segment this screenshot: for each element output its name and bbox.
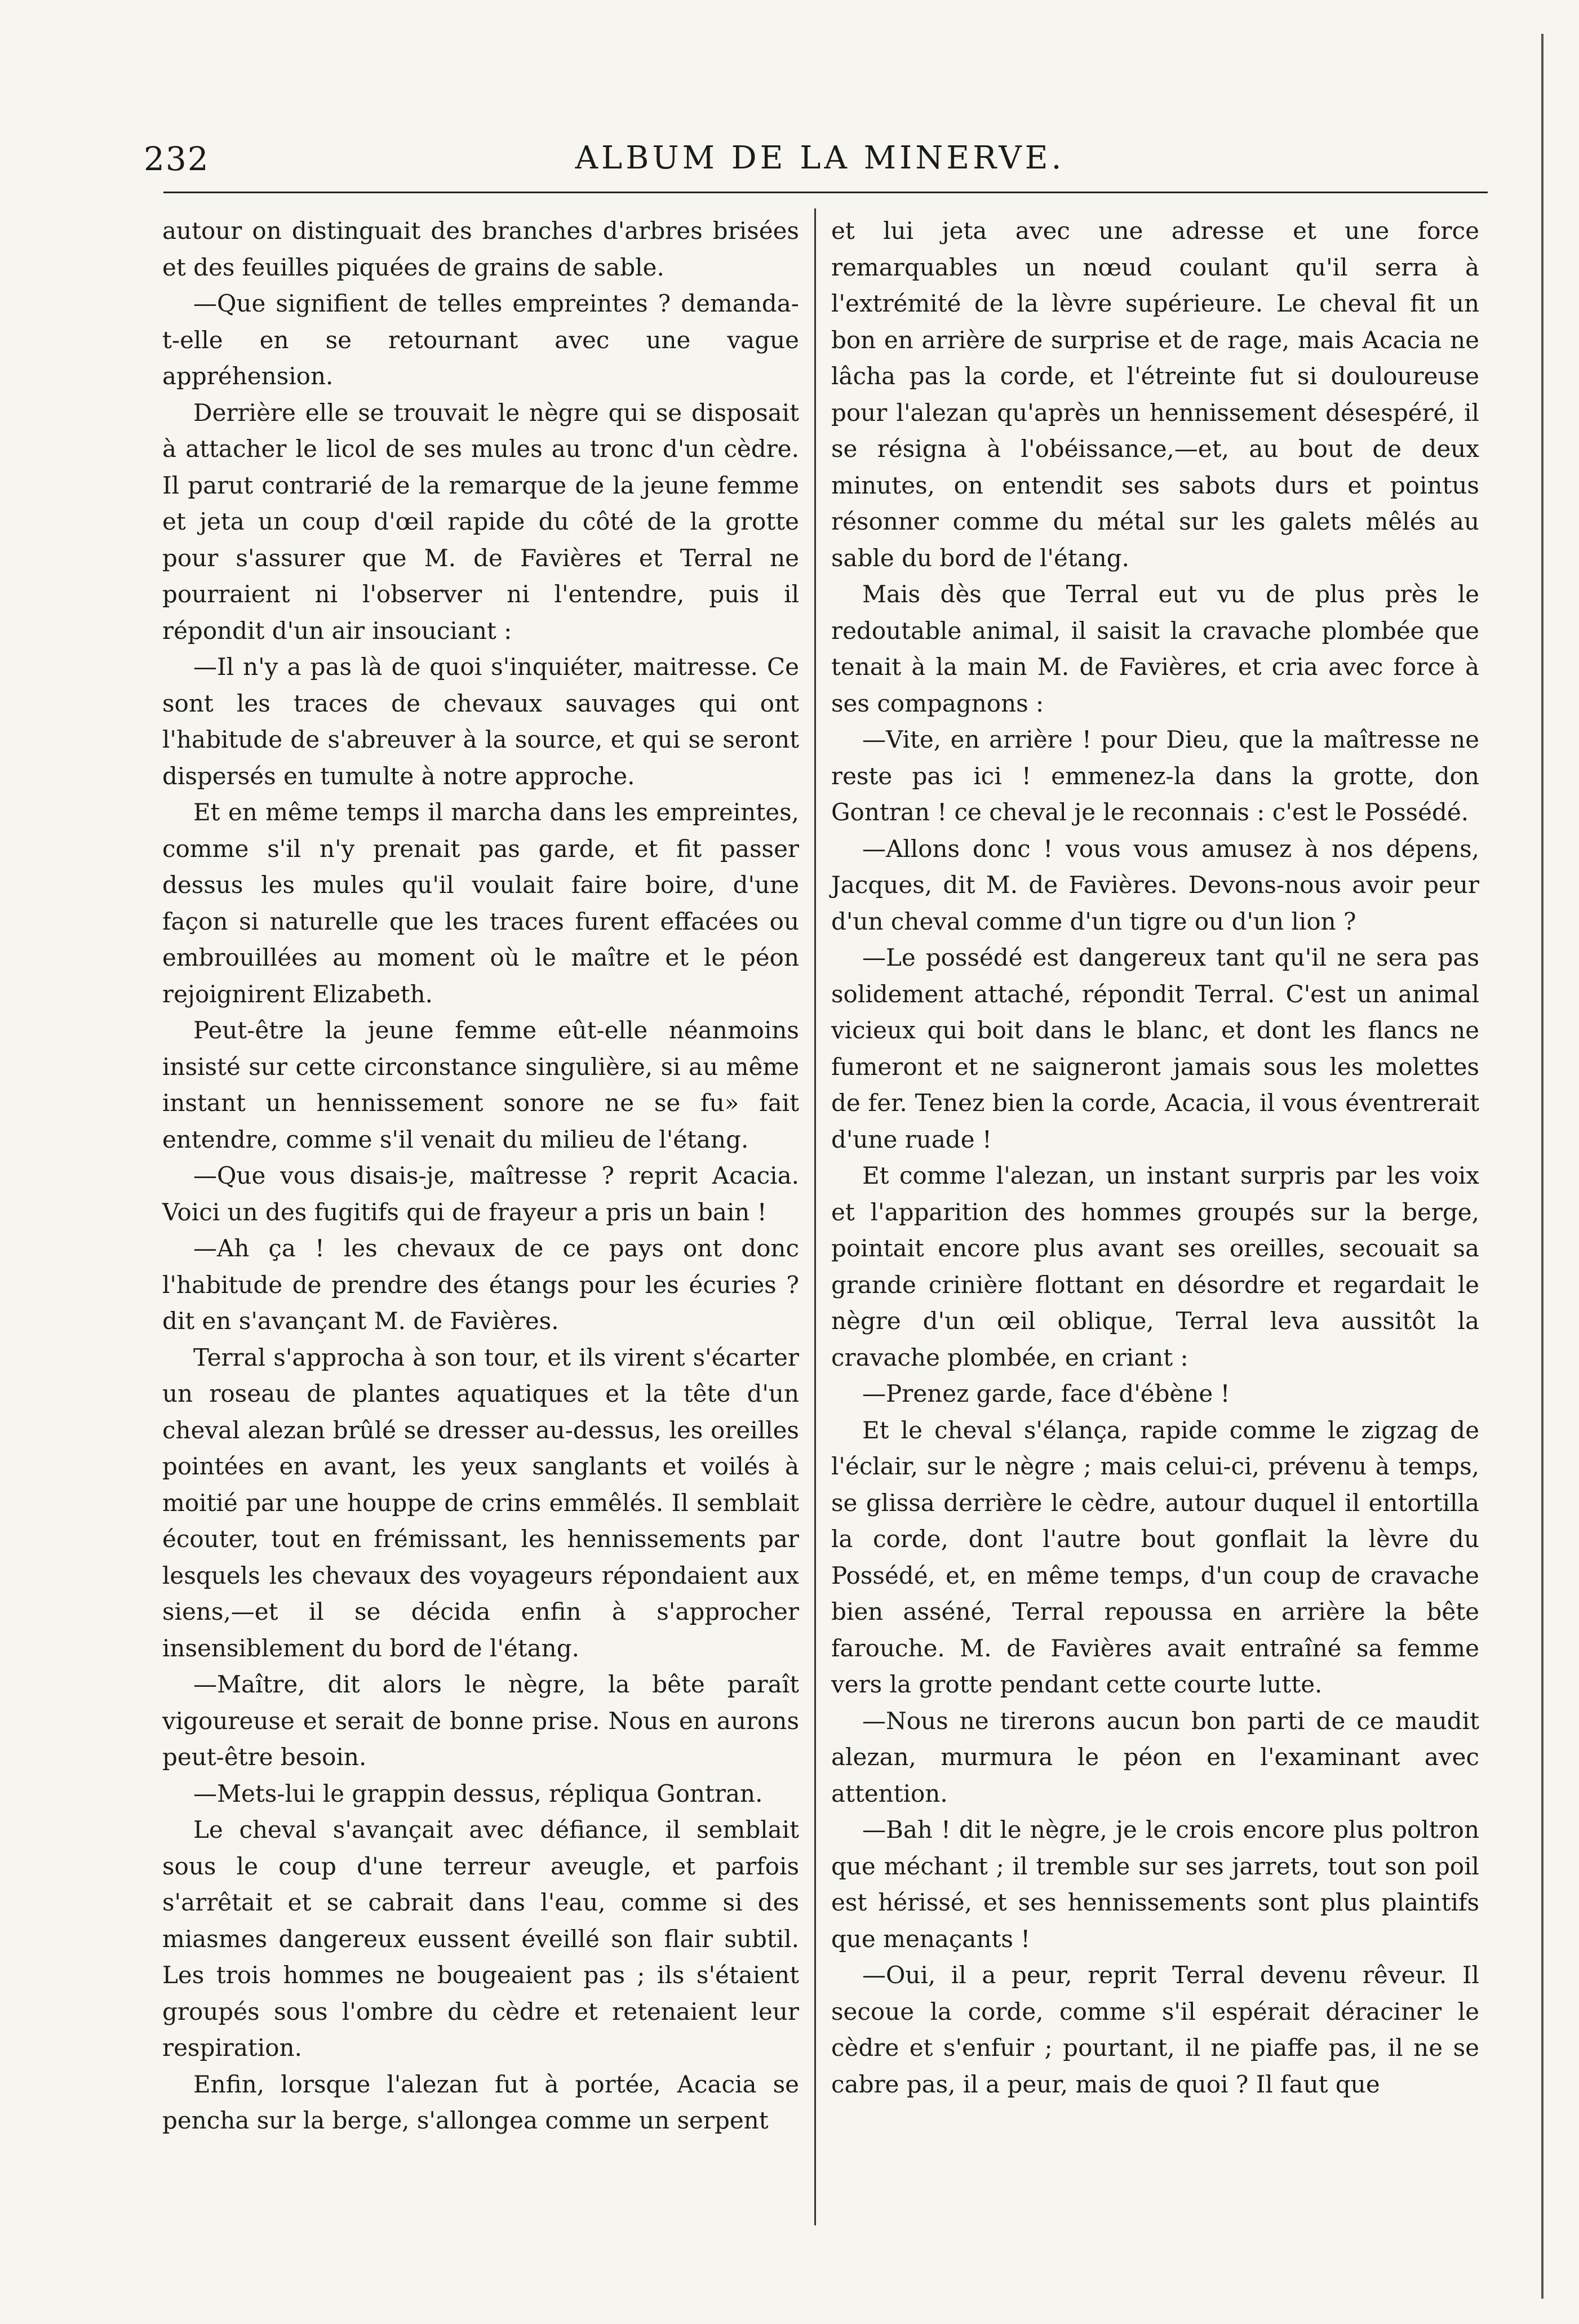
paragraph: —Il n'y a pas là de quoi s'inquiéter, maitresse. Ce sont les traces de chevaux sauvages qui ont l'habitude de s'abreuver à la source, et qui se seront dispersés en tumulte à notre approche. xyxy=(162,653,799,790)
paragraph: —Bah ! dit le nègre, je le crois encore plus poltron que méchant ; il tremble sur ses jarrets, tout son poil est hérissé, et ses hennissements sont plus plaintifs que menaçants ! xyxy=(831,1816,1479,1953)
running-header xyxy=(144,140,1496,185)
paragraph: Mais dès que Terral eut vu de plus près le redoutable animal, il saisit la cravache plombée que tenait à la main M. de Favières, et cria avec force à ses compagnons : xyxy=(831,580,1479,717)
paragraph: Derrière elle se trouvait le nègre qui se disposait à attacher le licol de ses mules au tronc d'un cèdre. Il parut contrarié de la remarque de la jeune femme et jeta un coup d'œil rapide du côté de la grotte pour s'assurer que M. de Favières et Terral ne pourraient ni l'observer ni l'entendre, puis il répondit d'un air insouciant : xyxy=(162,398,799,645)
paragraph: —Ah ça ! les chevaux de ce pays ont donc l'habitude de prendre des étangs pour les écuries ? dit en s'avançant M. de Favières. xyxy=(162,1234,799,1335)
paragraph: Et le cheval s'élança, rapide comme le zigzag de l'éclair, sur le nègre ; mais celui-ci, prévenu à temps, se glissa derrière le cèdre, autour duquel il entortilla la corde, dont l'autre bout gonflait la lèvre du Possédé, et, en même temps, d'un coup de cravache bien asséné, Terral repoussa en arrière la bête farouche. M. de Favières avait entraîné sa femme vers la grotte pendant cette courte lutte. xyxy=(831,1416,1479,1698)
paragraph: Terral s'approcha à son tour, et ils virent s'écarter un roseau de plantes aquatiques et la tête d'un cheval alezan brûlé se dresser au-dessus, les oreilles pointées en avant, les yeux sanglants et voilés à moitié par une houppe de crins emmêlés. Il semblait écouter, tout en frémissant, les hennissements par lesquels les chevaux des voyageurs répondaient aux siens,—et il se décida enfin à s'approcher insensiblement du bord de l'étang. xyxy=(162,1343,799,1662)
paragraph: Peut-être la jeune femme eût-elle néanmoins insisté sur cette circonstance singulière, si au même instant un hennissement sonore ne se fu» fait entendre, comme s'il venait du milieu de l'étang. xyxy=(162,1016,799,1153)
paragraph: —Que vous disais-je, maîtresse ? reprit Acacia. Voici un des fugitifs qui de frayeur a pris un bain ! xyxy=(162,1162,799,1226)
paragraph: —Allons donc ! vous vous amusez à nos dépens, Jacques, dit M. de Favières. Devons-nous avoir peur d'un cheval comme d'un tigre ou d'un lion ? xyxy=(831,834,1479,935)
paragraph: autour on distinguait des branches d'arbres brisées et des feuilles piquées de grains de sable. xyxy=(162,217,799,281)
paragraph: —Prenez garde, face d'ébène ! xyxy=(862,1380,1230,1407)
paragraph: —Que signifient de telles empreintes ? demanda-t-elle en se retournant avec une vague appréhension. xyxy=(162,290,799,390)
paragraph: Et en même temps il marcha dans les empreintes, comme s'il n'y prenait pas garde, et fit passer dessus les mules qu'il voulait faire boire, d'une façon si naturelle que les traces furent effacées ou embrouillées au moment où le maître et le péon rejoignirent Elizabeth. xyxy=(162,798,799,1008)
header-rule xyxy=(163,192,1488,193)
paragraph: Enfin, lorsque l'alezan fut à portée, Acacia se pencha sur la berge, s'allongea comme un serpent xyxy=(162,2070,799,2134)
paragraph: et lui jeta avec une adresse et une force remarquables un nœud coulant qu'il serra à l'extrémité de la lèvre supérieure. Le cheval fit un bon en arrière de surprise et de rage, mais Acacia ne lâcha pas la corde, et l'étreinte fut si douloureuse pour l'alezan qu'après un hennissement désespéré, il se résigna à l'obéissance,—et, au bout de deux minutes, on entendit ses sabots durs et pointus résonner comme du métal sur les galets mêlés au sable du bord de l'étang. xyxy=(831,217,1479,572)
paragraph: —Vite, en arrière ! pour Dieu, que la maîtresse ne reste pas ici ! emmenez-la dans la grotte, don Gontran ! ce cheval je le reconnais : c'est le Possédé. xyxy=(831,726,1479,826)
paragraph: —Oui, il a peur, reprit Terral devenu rêveur. Il secoue la corde, comme s'il espérait déraciner le cèdre et s'enfuir ; pourtant, il ne piaffe pas, il ne se cabre pas, il a peur, mais de quoi ? Il faut que xyxy=(831,1961,1479,2098)
paragraph: —Maître, dit alors le nègre, la bête paraît vigoureuse et serait de bonne prise. Nous en aurons peut-être besoin. xyxy=(162,1670,799,1771)
paragraph: Et comme l'alezan, un instant surpris par les voix et l'apparition des hommes groupés sur la berge, pointait encore plus avant ses oreilles, secouait sa grande crinière flottant en désordre et regardait le nègre d'un œil oblique, Terral leva aussitôt la cravache plombée, en criant : xyxy=(831,1162,1479,1371)
running-title: ALBUM DE LA MINERVE. xyxy=(575,140,1065,176)
paragraph: Le cheval s'avançait avec défiance, il semblait sous le coup d'une terreur aveugle, et parfois s'arrêtait et se cabrait dans l'eau, comme si des miasmes dangereux eussent éveillé son flair subtil. Les trois hommes ne bougeaient pas ; ils s'étaient groupés sous l'ombre du cèdre et retenaient leur respiration. xyxy=(162,1816,799,2061)
paragraph: —Mets-lui le grappin dessus, répliqua Gontran. xyxy=(193,1779,763,1807)
left-column xyxy=(162,213,799,2139)
column-divider xyxy=(814,208,816,2225)
right-column xyxy=(831,213,1479,2103)
paragraph: —Le possédé est dangereux tant qu'il ne sera pas solidement attaché, répondit Terral. C'est un animal vicieux qui boit dans le blanc, et dont les flancs ne fumeront et ne saigneront jamais sous les molettes de fer. Tenez bien la corde, Acacia, il vous éventrerait d'une ruade ! xyxy=(831,944,1479,1153)
paragraph: —Nous ne tirerons aucun bon parti de ce maudit alezan, murmura le péon en l'examinant avec attention. xyxy=(831,1707,1479,1807)
page-number: 232 xyxy=(144,140,210,178)
page-edge-rule xyxy=(1541,34,1543,2299)
